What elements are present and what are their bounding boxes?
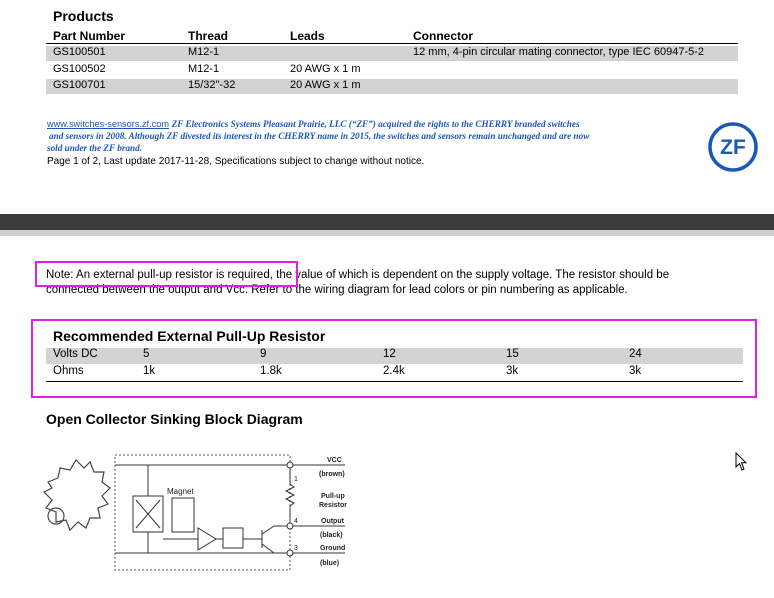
svg-text:ZF: ZF (720, 136, 746, 159)
block-diagram (40, 450, 370, 580)
table-row (46, 63, 738, 78)
cell-part-number: GS100502 (53, 63, 106, 75)
footer-line-3: sold under the ZF brand. (47, 143, 143, 153)
mouse-cursor-icon (735, 452, 749, 472)
cell-connector: 12 mm, 4-pin circular mating connector, type IEC 60947-5-2 (413, 46, 705, 58)
volts-value: 15 (506, 348, 519, 360)
ohms-value: 1.8k (260, 365, 282, 377)
svg-text:Ground: Ground (320, 545, 346, 552)
svg-text:3: 3 (294, 545, 298, 552)
table-row (46, 46, 738, 61)
page-info: Page 1 of 2, Last update 2017-11-28, Specifications subject to change without notice. (47, 156, 425, 167)
header-part-number: Part Number (53, 29, 126, 43)
svg-text:Magnet: Magnet (167, 487, 194, 496)
svg-text:1: 1 (294, 476, 298, 483)
cell-thread: M12-1 (188, 63, 220, 75)
gear-icon (44, 460, 110, 530)
ohms-value: 1k (143, 365, 156, 377)
page-separator (0, 214, 774, 230)
table-row (46, 79, 738, 94)
diagram-title: Open Collector Sinking Block Diagram (46, 411, 303, 427)
footer-line-1 (47, 119, 580, 129)
note-line-2: connected between the output and Vcc. Refer to the wiring diagram for lead colors or pin numbering as applicable. (46, 284, 628, 296)
header-leads: Leads (290, 29, 325, 43)
svg-text:(brown): (brown) (319, 471, 345, 478)
svg-text:4: 4 (294, 518, 298, 525)
ohms-value: 3k (506, 365, 519, 377)
ohms-label: Ohms (53, 365, 84, 377)
ohms-value: 3k (629, 365, 642, 377)
svg-text:Pull-up: Pull-up (321, 493, 345, 500)
svg-text:(blue): (blue) (320, 560, 340, 567)
svg-text:Resistor: Resistor (319, 502, 348, 509)
pullup-highlight-box (31, 319, 757, 398)
zf-logo (707, 121, 759, 173)
header-thread: Thread (188, 29, 229, 43)
cell-leads: 20 AWG x 1 m (290, 79, 361, 91)
svg-text:Output: Output (321, 518, 344, 525)
ohms-value: 2.4k (383, 365, 405, 377)
volts-value: 12 (383, 348, 396, 360)
volts-label: Volts DC (53, 348, 98, 360)
cell-thread: M12-1 (188, 46, 220, 58)
page-separator-edge (0, 230, 774, 236)
note-highlight-box (35, 261, 298, 287)
note-highlighted-text: Note: An external pull-up resistor is required, (46, 269, 273, 281)
header-connector: Connector (413, 29, 473, 43)
volts-value: 5 (143, 348, 150, 360)
cell-thread: 15/32"-32 (188, 79, 236, 91)
volts-value: 9 (260, 348, 267, 360)
footer-line-2: and sensors in 2008. Although ZF divested its interest in the CHERRY name in 2015, the switches and sensors remain unchanged and are now (49, 131, 590, 141)
note-text-1: the value of which is dependent on the supply voltage. The resistor should be (276, 269, 670, 281)
cell-leads: 20 AWG x 1 m (290, 63, 361, 75)
footer-text-1: ZF Electronics Systems Pleasant Prairie, LLC (“ZF”) acquired the rights to the CHERRY branded switches (171, 119, 580, 129)
products-table-header (46, 29, 738, 44)
cell-part-number: GS100501 (53, 46, 106, 58)
volts-value: 24 (629, 348, 642, 360)
products-title: Products (53, 8, 114, 24)
cell-part-number: GS100701 (53, 79, 106, 91)
website-link[interactable]: www.switches-sensors.zf.com (47, 119, 170, 129)
svg-text:(black): (black) (320, 532, 343, 539)
svg-text:VCC: VCC (327, 457, 342, 464)
pullup-title: Recommended External Pull-Up Resistor (53, 328, 326, 344)
